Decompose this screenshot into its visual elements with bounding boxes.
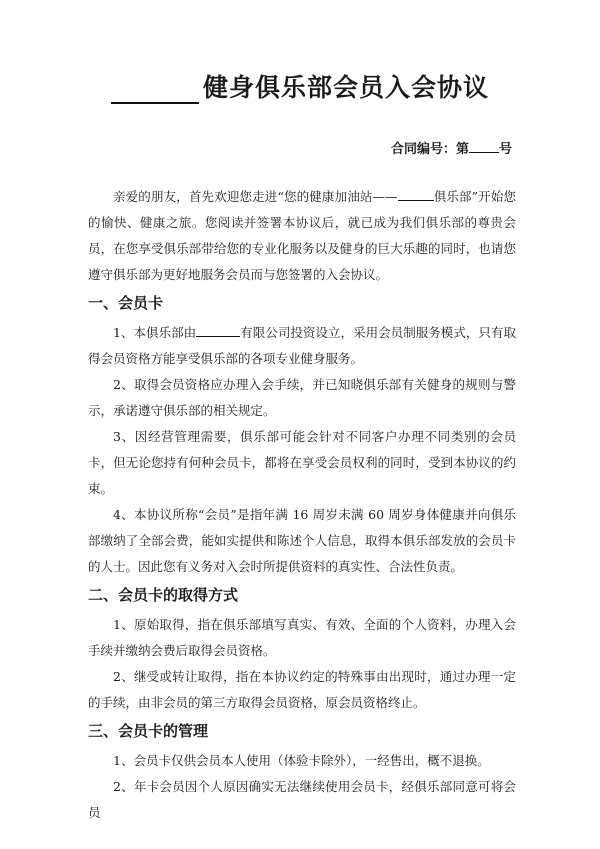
section1-paragraph-1	[88, 320, 516, 372]
section3-paragraph-1: 1、会员卡仅供会员本人使用（体验卡除外），一经售出，概不退换。	[113, 753, 490, 768]
contract-number-label: 合同编号：第	[390, 142, 469, 157]
paragraph-pre: 1、本俱乐部由	[113, 325, 197, 340]
section-heading-2: 二、会员卡的取得方式	[88, 586, 239, 604]
document-body	[88, 184, 516, 826]
section2-paragraph-2: 2、继受或转让取得，指在本协议约定的特殊事由出现时，通过办理一定的手续，由非会员的第三方取得会员资格，原会员资格终止。	[88, 669, 516, 710]
title-text: 健身俱乐部会员入会协议	[202, 73, 489, 102]
club-name-blank	[398, 188, 434, 201]
contract-number-suffix: 号	[498, 142, 512, 157]
section-heading-3: 三、会员卡的管理	[88, 722, 209, 740]
section2-paragraph-1: 1、原始取得，指在俱乐部填写真实、有效、全面的个人资料，办理入会手续并缴纳会费后取得会员资格。	[88, 617, 516, 658]
section1-paragraph-2: 2、取得会员资格应办理入会手续，并已知晓俱乐部有关健身的规则与警示，承诺遵守俱乐部的相关规定。	[88, 377, 516, 418]
intro-part1: 亲爱的朋友，首先欢迎您走进“您的健康加油站——	[113, 189, 398, 204]
paragraph-post: 有限公司投资设立，采用会员制服务模式，只有取得会员资格方能享受俱乐部的各项专业健身服务。	[88, 325, 516, 366]
company-name-blank	[196, 324, 240, 337]
contract-number	[391, 138, 512, 157]
document-title	[0, 68, 600, 104]
intro-paragraph	[88, 184, 516, 288]
intro-part2: 俱乐部”开始您的愉快、健康之旅。您阅读并签署本协议后，就已成为我们俱乐部的尊贵会员，在您享受俱乐部带给您的专业化服务以及健身的巨大乐趣的同时，也请您遵守俱乐部为更好地服务会员而与您签署的入会协议。	[88, 189, 516, 282]
section3-paragraph-2: 2、年卡会员因个人原因确实无法继续使用会员卡，经俱乐部同意可将会员	[88, 779, 516, 820]
section1-paragraph-4: 4、本协议所称“会员”是指年满 16 周岁未满 60 周岁身体健康并向俱乐部缴纳了全部会费，能如实提供和陈述个人信息，取得本俱乐部发放的会员卡的人士。因此您有义务对入会时所提供资料的真实性、合法性负责。	[88, 507, 516, 574]
section-heading-1: 一、会员卡	[88, 294, 164, 312]
section1-paragraph-3: 3、因经营管理需要，俱乐部可能会针对不同客户办理不同类别的会员卡，但无论您持有何种会员卡，都将在享受会员权利的同时，受到本协议的约束。	[88, 429, 516, 496]
contract-number-blank	[469, 140, 499, 153]
title-blank-line	[111, 78, 199, 104]
